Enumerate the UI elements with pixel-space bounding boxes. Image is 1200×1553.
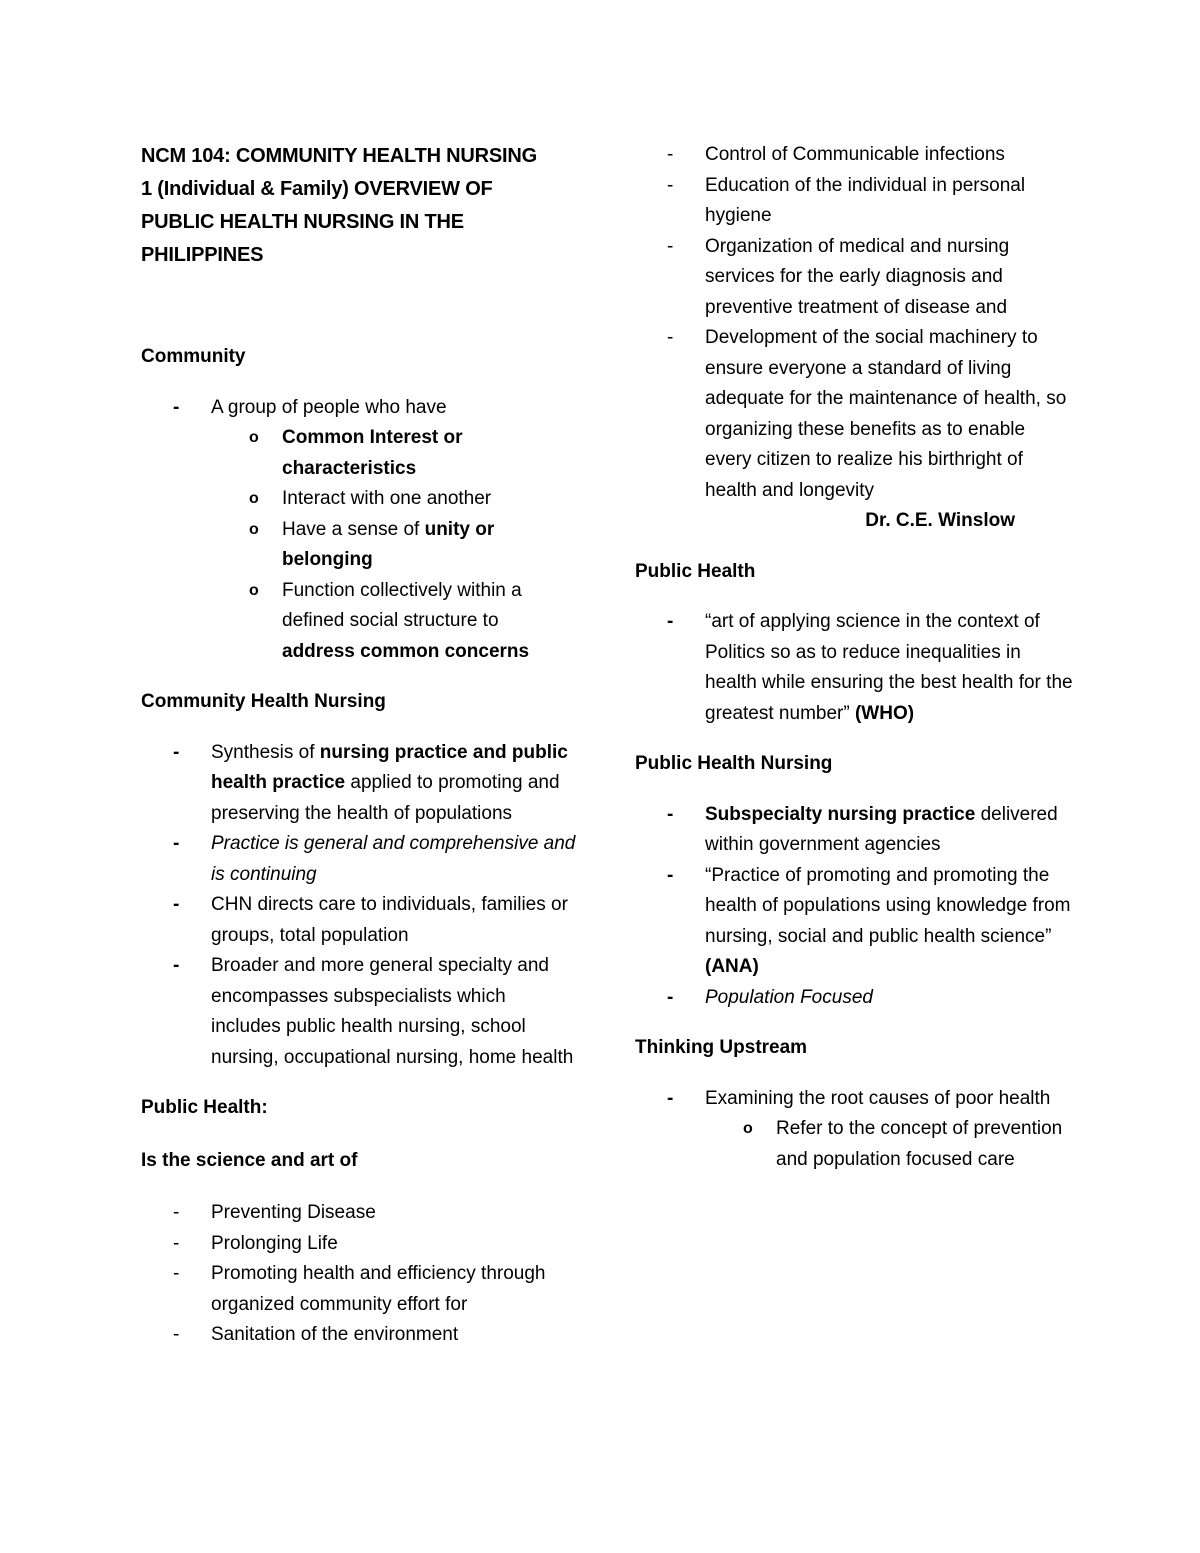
attribution: Dr. C.E. Winslow [865, 510, 1015, 531]
dash-marker: - [173, 1324, 180, 1345]
list-item [635, 232, 1075, 324]
section-heading-phn: Public Health Nursing [635, 753, 833, 774]
list-item [141, 951, 576, 1073]
list-item [635, 983, 1075, 1014]
list-item-text: Control of Communicable infections [705, 144, 1005, 165]
quote-source: (WHO) [854, 702, 915, 724]
title-line: 1 (Individual & Family) OVERVIEW OF [141, 178, 493, 200]
list-item-text: applied to promoting and preserving the health of populations [211, 772, 560, 824]
list-item [141, 1198, 576, 1229]
list-item-text: Examining the root causes of poor health [705, 1087, 1051, 1109]
dash-marker: - [173, 1263, 180, 1284]
title-line: NCM 104: COMMUNITY HEALTH NURSING [141, 145, 538, 167]
dash-marker: - [173, 741, 180, 763]
sub-list-item [743, 1114, 1075, 1175]
circle-bullet: o [249, 520, 259, 538]
dash-marker: - [667, 803, 674, 825]
sub-item-text: Have a sense of [282, 518, 425, 540]
list-item [635, 800, 1075, 861]
list-item [141, 1259, 576, 1320]
dash-marker: - [667, 235, 674, 257]
public-health-list-continued [635, 140, 1075, 506]
list-item [635, 171, 1075, 232]
sub-item-emphasis: unity or belonging [282, 518, 495, 570]
sub-item-text: Refer to the concept of prevention and population focused care [776, 1118, 1063, 1170]
left-column [141, 140, 576, 1351]
upstream-list [635, 1084, 1075, 1176]
section-heading-public-health-2: Public Health [635, 560, 756, 582]
dash-marker: - [667, 174, 674, 196]
list-item-text: Education of the individual in personal hygiene [705, 174, 1026, 226]
list-item-text: delivered within government agencies [705, 803, 1058, 855]
sub-item-text: Interact with one another [282, 488, 492, 509]
dash-marker: - [667, 144, 674, 165]
list-item-text: Promoting health and efficiency through organized community effort for [211, 1263, 546, 1315]
title-line: PHILIPPINES [141, 244, 264, 266]
title-line: PUBLIC HEALTH NURSING IN THE [141, 211, 464, 233]
dash-marker: - [173, 1202, 180, 1223]
section-subheading: Is the science and art of [141, 1149, 358, 1171]
dash-marker: - [667, 327, 674, 348]
quote-text: “Practice of promoting and promoting the health of populations using knowledge from nursing, social and public health science” [705, 864, 1071, 947]
list-item [141, 890, 576, 951]
section-heading-upstream: Thinking Upstream [635, 1037, 808, 1058]
sub-list-item [249, 576, 576, 668]
dash-marker: - [667, 1087, 674, 1109]
dash-marker: - [667, 864, 674, 886]
list-item-text: Sanitation of the environment [211, 1324, 459, 1345]
sub-item-text: Common Interest or characteristics [282, 427, 463, 479]
phn-list [635, 800, 1075, 1014]
section-heading-community: Community [141, 346, 246, 367]
dash-marker: - [173, 833, 180, 854]
list-item [635, 607, 1075, 729]
circle-bullet: o [249, 581, 259, 599]
list-item-text: Population Focused [705, 986, 873, 1008]
sub-list-item [249, 423, 576, 484]
list-item [635, 323, 1075, 506]
dash-marker: - [173, 396, 180, 418]
right-column [635, 140, 1075, 1175]
document-title [141, 140, 576, 272]
quote-text: “art of applying science in the context of Politics so as to reduce inequalities in health while ensuring the best health for the greatest number” [705, 611, 1073, 724]
section-heading-chn: Community Health Nursing [141, 691, 386, 712]
list-item-text: Practice is general and comprehensive and is continuing [211, 833, 576, 885]
list-item [141, 393, 576, 668]
list-item-emphasis: Subspecialty nursing practice [705, 803, 976, 825]
dash-marker: - [173, 955, 180, 976]
list-item [141, 1320, 576, 1351]
list-item-emphasis: nursing practice and public health practice [211, 741, 568, 793]
list-item [141, 738, 576, 830]
list-item [635, 1084, 1075, 1176]
public-health-who-list [635, 607, 1075, 729]
list-item-text: Synthesis of [211, 741, 320, 763]
list-item [635, 861, 1075, 983]
circle-bullet: o [743, 1120, 753, 1137]
section-heading-public-health: Public Health: [141, 1097, 268, 1118]
upstream-sublist [743, 1114, 1075, 1175]
list-item-text: Prolonging Life [211, 1232, 338, 1254]
list-item-text: Development of the social machinery to ensure everyone a standard of living adequate for the maintenance of health, so organizing these benefits as to enable every citizen to realize his birthright of health and longevity [705, 327, 1067, 501]
public-health-list [141, 1198, 576, 1351]
quote-source: (ANA) [705, 956, 759, 977]
chn-list [141, 738, 576, 1074]
list-item [141, 829, 576, 890]
list-item-text: A group of people who have [211, 396, 447, 418]
sub-list-item [249, 515, 576, 576]
dash-marker: - [667, 611, 674, 632]
sub-list-item [249, 484, 576, 515]
dash-marker: - [173, 1232, 180, 1254]
community-sublist [249, 423, 576, 667]
list-item [635, 140, 1075, 171]
circle-bullet: o [249, 490, 259, 507]
list-item-text: Broader and more general specialty and encompasses subspecialists which includes public health nursing, school nursing, occupational nursing, home health [211, 955, 574, 1068]
dash-marker: - [173, 894, 180, 915]
list-item [141, 1229, 576, 1260]
list-item-text: Organization of medical and nursing services for the early diagnosis and preventive treatment of disease and [705, 235, 1010, 318]
dash-marker: - [667, 986, 674, 1008]
sub-item-emphasis: address common concerns [282, 640, 530, 662]
sub-item-text: Function collectively within a defined social structure to [282, 579, 522, 631]
circle-bullet: o [249, 429, 259, 446]
community-list [141, 393, 576, 668]
list-item-text: CHN directs care to individuals, families or groups, total population [211, 894, 568, 946]
list-item-text: Preventing Disease [211, 1202, 376, 1223]
